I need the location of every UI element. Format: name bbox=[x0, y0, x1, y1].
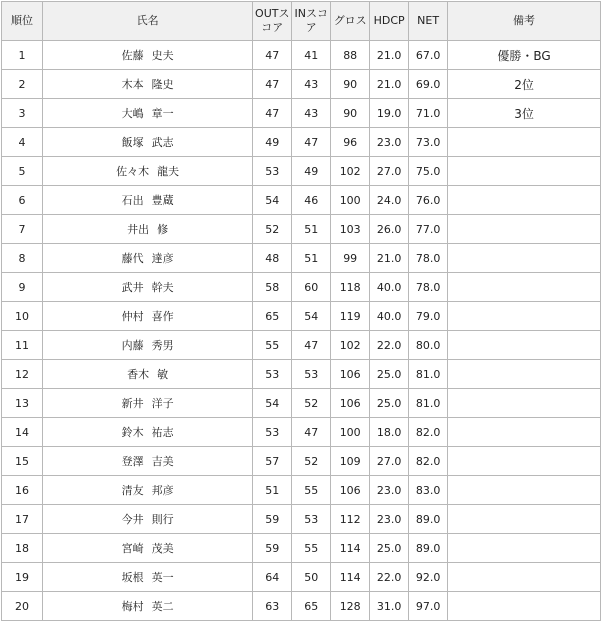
header-row bbox=[2, 2, 601, 41]
hdcp-cell: 18.0 bbox=[370, 418, 409, 447]
given-name: 史夫 bbox=[151, 49, 174, 62]
table-row bbox=[2, 563, 601, 592]
rank-cell: 10 bbox=[2, 302, 43, 331]
out-score-cell: 57 bbox=[253, 447, 292, 476]
table-row bbox=[2, 534, 601, 563]
in-score-cell: 43 bbox=[292, 99, 331, 128]
name-cell bbox=[43, 563, 253, 592]
in-score-cell: 55 bbox=[292, 476, 331, 505]
family-name: 藤代 bbox=[121, 252, 144, 265]
header-out-score: OUTスコア bbox=[253, 2, 292, 41]
given-name: 武志 bbox=[151, 136, 174, 149]
hdcp-cell: 24.0 bbox=[370, 186, 409, 215]
gross-cell: 119 bbox=[331, 302, 370, 331]
rank-cell: 14 bbox=[2, 418, 43, 447]
rank-cell: 4 bbox=[2, 128, 43, 157]
note-cell bbox=[448, 592, 601, 621]
name-cell bbox=[43, 331, 253, 360]
given-name: 隆史 bbox=[151, 78, 174, 91]
name-cell bbox=[43, 215, 253, 244]
out-score-cell: 47 bbox=[253, 99, 292, 128]
name-cell bbox=[43, 302, 253, 331]
in-score-cell: 53 bbox=[292, 505, 331, 534]
table-row bbox=[2, 360, 601, 389]
in-score-cell: 47 bbox=[292, 331, 331, 360]
table-row bbox=[2, 157, 601, 186]
out-score-cell: 49 bbox=[253, 128, 292, 157]
table-row bbox=[2, 302, 601, 331]
name-cell bbox=[43, 389, 253, 418]
out-score-cell: 47 bbox=[253, 70, 292, 99]
name-cell bbox=[43, 244, 253, 273]
header-name: 氏名 bbox=[43, 2, 253, 41]
table-row bbox=[2, 244, 601, 273]
out-score-cell: 54 bbox=[253, 389, 292, 418]
hdcp-cell: 40.0 bbox=[370, 302, 409, 331]
family-name: 鈴木 bbox=[121, 426, 144, 439]
out-score-cell: 59 bbox=[253, 534, 292, 563]
name-cell bbox=[43, 360, 253, 389]
gross-cell: 99 bbox=[331, 244, 370, 273]
family-name: 香木 bbox=[127, 368, 150, 381]
name-cell bbox=[43, 418, 253, 447]
header-hdcp: HDCP bbox=[370, 2, 409, 41]
note-cell bbox=[448, 244, 601, 273]
name-cell bbox=[43, 157, 253, 186]
note-cell bbox=[448, 302, 601, 331]
family-name: 宮崎 bbox=[121, 542, 144, 555]
note-cell bbox=[448, 476, 601, 505]
net-cell: 97.0 bbox=[409, 592, 448, 621]
gross-cell: 90 bbox=[331, 70, 370, 99]
in-score-cell: 52 bbox=[292, 447, 331, 476]
in-score-cell: 52 bbox=[292, 389, 331, 418]
out-score-cell: 47 bbox=[253, 41, 292, 70]
family-name: 梅村 bbox=[121, 600, 144, 613]
note-cell bbox=[448, 389, 601, 418]
note-cell bbox=[448, 360, 601, 389]
given-name: 龍夫 bbox=[157, 165, 180, 178]
gross-cell: 102 bbox=[331, 331, 370, 360]
net-cell: 82.0 bbox=[409, 447, 448, 476]
hdcp-cell: 21.0 bbox=[370, 41, 409, 70]
family-name: 新井 bbox=[121, 397, 144, 410]
out-score-cell: 65 bbox=[253, 302, 292, 331]
net-cell: 81.0 bbox=[409, 360, 448, 389]
given-name: 秀男 bbox=[151, 339, 174, 352]
rank-cell: 20 bbox=[2, 592, 43, 621]
rank-cell: 7 bbox=[2, 215, 43, 244]
gross-cell: 106 bbox=[331, 360, 370, 389]
hdcp-cell: 23.0 bbox=[370, 505, 409, 534]
out-score-cell: 63 bbox=[253, 592, 292, 621]
gross-cell: 106 bbox=[331, 389, 370, 418]
gross-cell: 114 bbox=[331, 534, 370, 563]
rank-cell: 6 bbox=[2, 186, 43, 215]
family-name: 石出 bbox=[121, 194, 144, 207]
net-cell: 81.0 bbox=[409, 389, 448, 418]
hdcp-cell: 27.0 bbox=[370, 157, 409, 186]
name-cell bbox=[43, 273, 253, 302]
family-name: 井出 bbox=[127, 223, 150, 236]
given-name: 邦彦 bbox=[151, 484, 174, 497]
name-cell bbox=[43, 41, 253, 70]
rank-cell: 19 bbox=[2, 563, 43, 592]
name-cell bbox=[43, 186, 253, 215]
given-name: 祐志 bbox=[151, 426, 174, 439]
table-row bbox=[2, 418, 601, 447]
given-name: 章一 bbox=[151, 107, 174, 120]
net-cell: 75.0 bbox=[409, 157, 448, 186]
net-cell: 89.0 bbox=[409, 534, 448, 563]
gross-cell: 88 bbox=[331, 41, 370, 70]
table-row bbox=[2, 389, 601, 418]
family-name: 登澤 bbox=[121, 455, 144, 468]
rank-cell: 8 bbox=[2, 244, 43, 273]
net-cell: 73.0 bbox=[409, 128, 448, 157]
note-cell bbox=[448, 157, 601, 186]
note-cell bbox=[448, 128, 601, 157]
gross-cell: 103 bbox=[331, 215, 370, 244]
out-score-cell: 48 bbox=[253, 244, 292, 273]
family-name: 佐藤 bbox=[121, 49, 144, 62]
hdcp-cell: 21.0 bbox=[370, 70, 409, 99]
hdcp-cell: 23.0 bbox=[370, 476, 409, 505]
hdcp-cell: 40.0 bbox=[370, 273, 409, 302]
rank-cell: 5 bbox=[2, 157, 43, 186]
out-score-cell: 55 bbox=[253, 331, 292, 360]
rank-cell: 3 bbox=[2, 99, 43, 128]
hdcp-cell: 27.0 bbox=[370, 447, 409, 476]
name-cell bbox=[43, 99, 253, 128]
header-rank: 順位 bbox=[2, 2, 43, 41]
gross-cell: 100 bbox=[331, 186, 370, 215]
note-cell bbox=[448, 418, 601, 447]
in-score-cell: 47 bbox=[292, 418, 331, 447]
note-cell bbox=[448, 186, 601, 215]
family-name: 今井 bbox=[121, 513, 144, 526]
note-cell: 3位 bbox=[448, 99, 601, 128]
out-score-cell: 51 bbox=[253, 476, 292, 505]
table-header bbox=[2, 2, 601, 41]
family-name: 佐々木 bbox=[116, 165, 150, 178]
table-row bbox=[2, 476, 601, 505]
gross-cell: 96 bbox=[331, 128, 370, 157]
gross-cell: 112 bbox=[331, 505, 370, 534]
table-row bbox=[2, 41, 601, 70]
in-score-cell: 51 bbox=[292, 215, 331, 244]
hdcp-cell: 25.0 bbox=[370, 360, 409, 389]
in-score-cell: 41 bbox=[292, 41, 331, 70]
hdcp-cell: 22.0 bbox=[370, 331, 409, 360]
note-cell bbox=[448, 534, 601, 563]
header-gross: グロス bbox=[331, 2, 370, 41]
note-cell: 優勝・BG bbox=[448, 41, 601, 70]
net-cell: 76.0 bbox=[409, 186, 448, 215]
table-row bbox=[2, 70, 601, 99]
family-name: 飯塚 bbox=[121, 136, 144, 149]
given-name: 茂美 bbox=[151, 542, 174, 555]
header-net: NET bbox=[409, 2, 448, 41]
out-score-cell: 58 bbox=[253, 273, 292, 302]
in-score-cell: 43 bbox=[292, 70, 331, 99]
rank-cell: 1 bbox=[2, 41, 43, 70]
table-row bbox=[2, 331, 601, 360]
net-cell: 71.0 bbox=[409, 99, 448, 128]
hdcp-cell: 22.0 bbox=[370, 563, 409, 592]
hdcp-cell: 26.0 bbox=[370, 215, 409, 244]
name-cell bbox=[43, 128, 253, 157]
given-name: 英二 bbox=[151, 600, 174, 613]
name-cell bbox=[43, 534, 253, 563]
gross-cell: 90 bbox=[331, 99, 370, 128]
given-name: 敏 bbox=[157, 368, 169, 381]
out-score-cell: 53 bbox=[253, 360, 292, 389]
gross-cell: 114 bbox=[331, 563, 370, 592]
hdcp-cell: 19.0 bbox=[370, 99, 409, 128]
header-note: 備考 bbox=[448, 2, 601, 41]
gross-cell: 128 bbox=[331, 592, 370, 621]
net-cell: 83.0 bbox=[409, 476, 448, 505]
rank-cell: 13 bbox=[2, 389, 43, 418]
in-score-cell: 50 bbox=[292, 563, 331, 592]
header-in-score: INスコア bbox=[292, 2, 331, 41]
net-cell: 67.0 bbox=[409, 41, 448, 70]
rank-cell: 12 bbox=[2, 360, 43, 389]
hdcp-cell: 31.0 bbox=[370, 592, 409, 621]
in-score-cell: 47 bbox=[292, 128, 331, 157]
in-score-cell: 54 bbox=[292, 302, 331, 331]
name-cell bbox=[43, 505, 253, 534]
rank-cell: 15 bbox=[2, 447, 43, 476]
table-row bbox=[2, 592, 601, 621]
in-score-cell: 49 bbox=[292, 157, 331, 186]
rank-cell: 17 bbox=[2, 505, 43, 534]
family-name: 坂根 bbox=[121, 571, 144, 584]
hdcp-cell: 21.0 bbox=[370, 244, 409, 273]
name-cell bbox=[43, 592, 253, 621]
hdcp-cell: 25.0 bbox=[370, 534, 409, 563]
in-score-cell: 65 bbox=[292, 592, 331, 621]
given-name: 達彦 bbox=[151, 252, 174, 265]
given-name: 吉美 bbox=[151, 455, 174, 468]
results-table-container bbox=[1, 1, 601, 621]
rank-cell: 16 bbox=[2, 476, 43, 505]
in-score-cell: 51 bbox=[292, 244, 331, 273]
family-name: 武井 bbox=[121, 281, 144, 294]
rank-cell: 2 bbox=[2, 70, 43, 99]
note-cell bbox=[448, 331, 601, 360]
rank-cell: 9 bbox=[2, 273, 43, 302]
table-row bbox=[2, 186, 601, 215]
table-row bbox=[2, 215, 601, 244]
family-name: 木本 bbox=[121, 78, 144, 91]
gross-cell: 118 bbox=[331, 273, 370, 302]
net-cell: 79.0 bbox=[409, 302, 448, 331]
table-row bbox=[2, 505, 601, 534]
gross-cell: 109 bbox=[331, 447, 370, 476]
note-cell bbox=[448, 505, 601, 534]
family-name: 内藤 bbox=[121, 339, 144, 352]
family-name: 大嶋 bbox=[121, 107, 144, 120]
out-score-cell: 59 bbox=[253, 505, 292, 534]
given-name: 幹夫 bbox=[151, 281, 174, 294]
note-cell: 2位 bbox=[448, 70, 601, 99]
table-row bbox=[2, 128, 601, 157]
net-cell: 80.0 bbox=[409, 331, 448, 360]
out-score-cell: 53 bbox=[253, 418, 292, 447]
out-score-cell: 52 bbox=[253, 215, 292, 244]
in-score-cell: 55 bbox=[292, 534, 331, 563]
note-cell bbox=[448, 273, 601, 302]
note-cell bbox=[448, 563, 601, 592]
table-row bbox=[2, 99, 601, 128]
out-score-cell: 54 bbox=[253, 186, 292, 215]
net-cell: 78.0 bbox=[409, 244, 448, 273]
net-cell: 77.0 bbox=[409, 215, 448, 244]
in-score-cell: 46 bbox=[292, 186, 331, 215]
rank-cell: 18 bbox=[2, 534, 43, 563]
given-name: 豊蔵 bbox=[151, 194, 174, 207]
net-cell: 89.0 bbox=[409, 505, 448, 534]
name-cell bbox=[43, 476, 253, 505]
name-cell bbox=[43, 70, 253, 99]
net-cell: 92.0 bbox=[409, 563, 448, 592]
note-cell bbox=[448, 215, 601, 244]
net-cell: 82.0 bbox=[409, 418, 448, 447]
out-score-cell: 64 bbox=[253, 563, 292, 592]
table-body bbox=[2, 41, 601, 621]
given-name: 則行 bbox=[151, 513, 174, 526]
net-cell: 69.0 bbox=[409, 70, 448, 99]
gross-cell: 102 bbox=[331, 157, 370, 186]
hdcp-cell: 23.0 bbox=[370, 128, 409, 157]
gross-cell: 106 bbox=[331, 476, 370, 505]
rank-cell: 11 bbox=[2, 331, 43, 360]
out-score-cell: 53 bbox=[253, 157, 292, 186]
note-cell bbox=[448, 447, 601, 476]
in-score-cell: 53 bbox=[292, 360, 331, 389]
gross-cell: 100 bbox=[331, 418, 370, 447]
results-table bbox=[1, 1, 601, 621]
given-name: 洋子 bbox=[151, 397, 174, 410]
given-name: 英一 bbox=[151, 571, 174, 584]
in-score-cell: 60 bbox=[292, 273, 331, 302]
net-cell: 78.0 bbox=[409, 273, 448, 302]
hdcp-cell: 25.0 bbox=[370, 389, 409, 418]
given-name: 修 bbox=[157, 223, 169, 236]
given-name: 喜作 bbox=[151, 310, 174, 323]
family-name: 清友 bbox=[121, 484, 144, 497]
family-name: 仲村 bbox=[121, 310, 144, 323]
table-row bbox=[2, 447, 601, 476]
name-cell bbox=[43, 447, 253, 476]
table-row bbox=[2, 273, 601, 302]
